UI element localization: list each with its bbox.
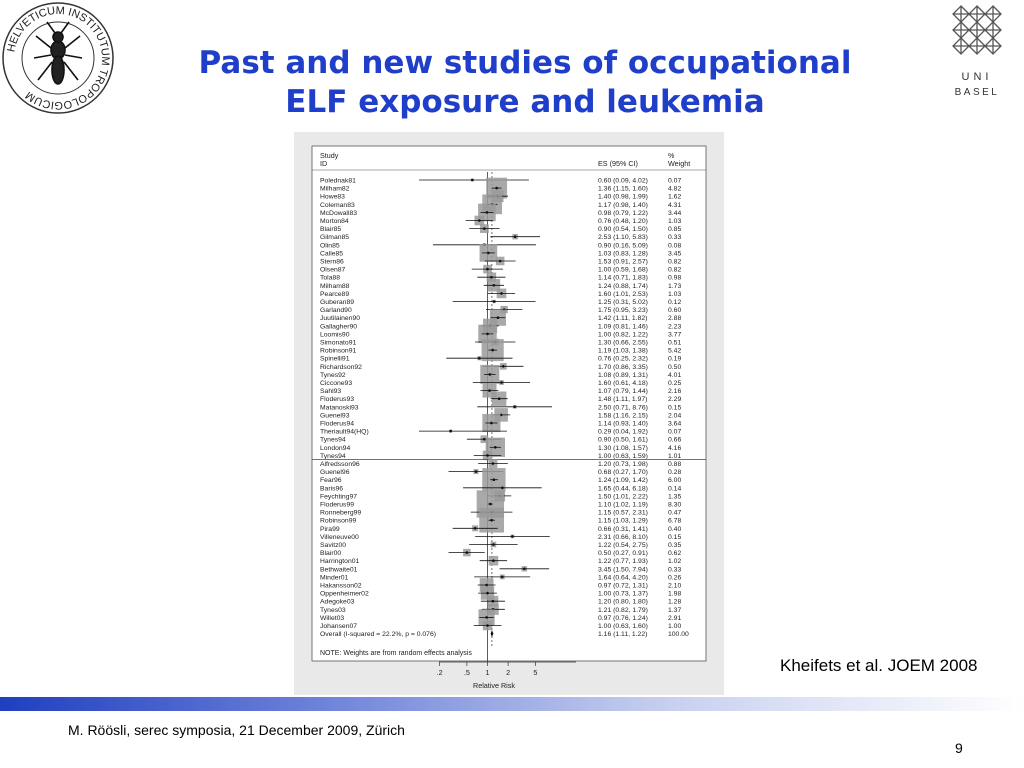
study-label: Loomis90 bbox=[320, 331, 350, 339]
weight-label: 4.01 bbox=[668, 371, 682, 379]
point-estimate bbox=[492, 600, 495, 603]
uni-basel-logo bbox=[940, 0, 1018, 108]
es-ci-label: 1.20 (0.80, 1.80) bbox=[598, 598, 648, 606]
es-ci-label: 0.97 (0.72, 1.31) bbox=[598, 582, 648, 590]
study-label: Tynes94 bbox=[320, 452, 346, 460]
es-ci-label: 0.90 (0.16, 5.09) bbox=[598, 242, 648, 250]
weight-label: 1.98 bbox=[668, 590, 682, 598]
weight-label: 2.10 bbox=[668, 582, 682, 590]
point-estimate bbox=[502, 365, 505, 368]
point-estimate bbox=[489, 503, 492, 506]
es-ci-label: 0.66 (0.31, 1.41) bbox=[598, 525, 648, 533]
point-estimate bbox=[487, 252, 490, 255]
es-ci-label: 1.09 (0.81, 1.46) bbox=[598, 323, 648, 331]
point-estimate bbox=[500, 381, 503, 384]
weight-label: 3.77 bbox=[668, 331, 682, 339]
point-estimate bbox=[486, 624, 489, 627]
es-ci-label: 0.97 (0.76, 1.24) bbox=[598, 614, 648, 622]
es-ci-label: 1.07 (0.79, 1.44) bbox=[598, 388, 648, 396]
weight-label: 5.42 bbox=[668, 347, 682, 355]
study-label: Howe83 bbox=[320, 193, 345, 201]
weights-note: NOTE: Weights are from random effects analysis bbox=[320, 650, 472, 657]
study-label: Simonato91 bbox=[320, 339, 357, 347]
point-estimate bbox=[449, 430, 452, 433]
es-ci-label: 1.00 (0.63, 1.60) bbox=[598, 623, 648, 630]
es-ci-label: 1.48 (1.11, 1.97) bbox=[598, 396, 648, 404]
point-estimate bbox=[478, 219, 481, 222]
study-label: Tynes92 bbox=[320, 371, 346, 379]
study-label: Baris96 bbox=[320, 485, 344, 493]
point-estimate bbox=[493, 284, 496, 287]
basel-text: BASEL bbox=[954, 87, 1000, 98]
study-label: Bethwaite01 bbox=[320, 566, 358, 574]
study-label: Floderus94 bbox=[320, 420, 355, 428]
point-estimate bbox=[523, 568, 526, 571]
weight-label: 1.35 bbox=[668, 493, 682, 501]
study-label: Stern86 bbox=[320, 258, 344, 266]
es-ci-label: 1.30 (0.66, 2.55) bbox=[598, 339, 648, 347]
footer-gradient-bar bbox=[0, 697, 1024, 711]
es-ci-label: 1.75 (0.95, 3.23) bbox=[598, 307, 648, 315]
weight-label: 3.44 bbox=[668, 209, 682, 217]
point-estimate bbox=[488, 389, 491, 392]
study-label: London94 bbox=[320, 444, 351, 452]
point-estimate bbox=[491, 349, 494, 352]
header-id: ID bbox=[320, 159, 328, 168]
study-label: Olsen87 bbox=[320, 266, 346, 274]
es-ci-label: 1.30 (1.08, 1.57) bbox=[598, 444, 648, 452]
point-estimate bbox=[493, 478, 496, 481]
study-label: Feychting97 bbox=[320, 493, 358, 501]
es-ci-label: 1.40 (0.98, 1.99) bbox=[598, 193, 648, 201]
forest-plot-figure bbox=[294, 132, 724, 695]
point-estimate bbox=[486, 454, 489, 457]
point-estimate bbox=[493, 300, 496, 303]
weight-label: 1.01 bbox=[668, 452, 682, 460]
weight-label: 4.82 bbox=[668, 185, 682, 193]
study-label: Alfredsson96 bbox=[320, 461, 360, 468]
point-estimate bbox=[486, 592, 489, 595]
study-label: Blair00 bbox=[320, 550, 342, 558]
study-label: Fear96 bbox=[320, 477, 342, 485]
study-label: Villeneuve00 bbox=[320, 533, 359, 541]
point-estimate bbox=[495, 187, 498, 190]
es-ci-label: 0.50 (0.27, 0.91) bbox=[598, 550, 648, 558]
study-label: Coleman83 bbox=[320, 201, 355, 209]
weight-label: 0.15 bbox=[668, 404, 682, 412]
es-ci-label: 1.50 (1.01, 2.22) bbox=[598, 493, 648, 501]
study-label: Pira99 bbox=[320, 525, 340, 533]
es-ci-label: 1.20 (0.73, 1.98) bbox=[598, 461, 648, 468]
es-ci-label: 1.25 (0.31, 5.02) bbox=[598, 299, 648, 306]
slide-title bbox=[150, 44, 900, 122]
weight-label: 0.82 bbox=[668, 266, 682, 274]
es-ci-label: 1.00 (0.63, 1.59) bbox=[598, 452, 648, 460]
overall-label: Overall (I-squared = 22.2%, p = 0.076) bbox=[320, 631, 436, 639]
point-estimate bbox=[492, 559, 495, 562]
study-label: Tynes03 bbox=[320, 606, 346, 614]
es-ci-label: 1.10 (1.02, 1.19) bbox=[598, 501, 648, 509]
weight-label: 0.26 bbox=[668, 574, 682, 582]
es-ci-label: 0.29 (0.04, 1.92) bbox=[598, 428, 648, 436]
study-label: Milham82 bbox=[320, 185, 350, 193]
weight-label: 0.14 bbox=[668, 485, 682, 493]
point-estimate bbox=[514, 235, 517, 238]
weight-label: 4.31 bbox=[668, 201, 682, 209]
study-label: Robinson91 bbox=[320, 347, 357, 355]
point-estimate bbox=[498, 397, 501, 400]
study-label: Blair85 bbox=[320, 226, 342, 234]
study-label: Guberan89 bbox=[320, 299, 355, 306]
es-ci-label: 1.58 (1.16, 2.15) bbox=[598, 412, 648, 420]
study-label: McDowall83 bbox=[320, 209, 358, 217]
weight-label: 0.15 bbox=[668, 533, 682, 541]
point-estimate bbox=[492, 543, 495, 546]
study-label: Garland90 bbox=[320, 307, 352, 315]
es-ci-label: 2.31 (0.66, 8.10) bbox=[598, 533, 648, 541]
es-ci-label: 2.50 (0.71, 8.76) bbox=[598, 404, 648, 412]
weight-label: 2.29 bbox=[668, 396, 682, 404]
header-study: Study bbox=[320, 151, 339, 160]
study-label: Richardson92 bbox=[320, 363, 362, 371]
study-label: Adegoke03 bbox=[320, 598, 355, 606]
footer-text: M. Röösli, serec symposia, 21 December 2009, Zürich bbox=[68, 722, 405, 738]
study-label: Gilman85 bbox=[320, 234, 350, 242]
study-label: Ronneberg99 bbox=[320, 509, 362, 517]
es-ci-label: 1.36 (1.15, 1.60) bbox=[598, 185, 648, 193]
point-estimate bbox=[490, 519, 493, 522]
weight-label: 0.66 bbox=[668, 436, 682, 444]
x-axis-label: Relative Risk bbox=[473, 681, 515, 690]
weight-label: 6.78 bbox=[668, 517, 682, 525]
point-estimate bbox=[486, 211, 489, 214]
es-ci-label: 1.17 (0.98, 1.40) bbox=[598, 201, 648, 209]
weight-label: 0.82 bbox=[668, 258, 682, 266]
weight-label: 0.33 bbox=[668, 234, 682, 242]
insect-icon bbox=[34, 22, 82, 84]
es-ci-label: 0.90 (0.50, 1.61) bbox=[598, 436, 648, 444]
study-label: Oppenheimer02 bbox=[320, 590, 369, 598]
es-ci-label: 0.98 (0.79, 1.22) bbox=[598, 209, 648, 217]
x-tick-label: 2 bbox=[506, 668, 511, 677]
weight-label: 1.28 bbox=[668, 598, 682, 606]
study-label: Morton84 bbox=[320, 218, 349, 225]
weight-label: 0.40 bbox=[668, 525, 682, 533]
weight-label: 1.03 bbox=[668, 218, 682, 225]
study-label: Theriault94(HQ) bbox=[320, 428, 369, 436]
es-ci-label: 1.14 (0.93, 1.40) bbox=[598, 420, 648, 428]
weight-label: 8.30 bbox=[668, 501, 682, 509]
weight-label: 0.85 bbox=[668, 226, 682, 234]
study-label: Tola88 bbox=[320, 274, 341, 282]
study-label: Matanoski93 bbox=[320, 404, 359, 412]
es-ci-label: 1.19 (1.03, 1.38) bbox=[598, 347, 648, 355]
overall-weight-label: 100.00 bbox=[668, 631, 689, 639]
x-tick-label: 5 bbox=[533, 668, 538, 677]
header-pct: % bbox=[668, 151, 675, 160]
es-ci-label: 1.22 (0.54, 2.75) bbox=[598, 542, 648, 549]
point-estimate bbox=[501, 576, 504, 579]
x-tick-label: 1 bbox=[485, 668, 490, 677]
point-estimate bbox=[511, 535, 514, 538]
weight-label: 0.08 bbox=[668, 242, 682, 250]
header-es: ES (95% CI) bbox=[598, 159, 638, 168]
weight-label: 1.37 bbox=[668, 606, 682, 614]
weight-label: 2.91 bbox=[668, 614, 682, 622]
study-label: Tynes94 bbox=[320, 436, 346, 444]
slide-title-line1: Past and new studies of occupational bbox=[198, 45, 852, 81]
es-ci-label: 1.08 (0.89, 1.31) bbox=[598, 371, 648, 379]
es-ci-label: 1.15 (0.57, 2.31) bbox=[598, 509, 648, 517]
weight-label: 2.88 bbox=[668, 315, 682, 323]
es-ci-label: 1.22 (0.77, 1.93) bbox=[598, 558, 648, 566]
weight-label: 0.25 bbox=[668, 380, 682, 387]
study-label: Juutilainen90 bbox=[320, 315, 361, 323]
basel-diamond-grid-icon bbox=[953, 6, 1001, 54]
es-ci-label: 1.00 (0.73, 1.37) bbox=[598, 590, 648, 598]
es-ci-label: 1.70 (0.86, 3.35) bbox=[598, 363, 648, 371]
point-estimate bbox=[466, 551, 469, 554]
x-tick-label: .2 bbox=[436, 668, 443, 677]
study-label: Guenel96 bbox=[320, 469, 350, 477]
es-ci-label: 1.24 (0.88, 1.74) bbox=[598, 282, 648, 290]
es-ci-label: 2.53 (1.10, 5.83) bbox=[598, 234, 648, 242]
study-label: Minder01 bbox=[320, 574, 349, 582]
seal-icon bbox=[0, 0, 116, 116]
weight-label: 0.33 bbox=[668, 566, 682, 574]
point-estimate bbox=[474, 527, 477, 530]
weight-label: 1.73 bbox=[668, 282, 682, 290]
es-ci-label: 1.60 (1.01, 2.53) bbox=[598, 290, 648, 298]
es-ci-label: 1.24 (1.09, 1.42) bbox=[598, 477, 648, 485]
point-estimate bbox=[490, 422, 493, 425]
study-label: Sahl93 bbox=[320, 388, 342, 396]
study-label: Willet03 bbox=[320, 614, 345, 622]
weight-label: 2.23 bbox=[668, 323, 682, 331]
page-number: 9 bbox=[955, 740, 963, 756]
study-label: Milham88 bbox=[320, 282, 350, 290]
study-label: Spinelli91 bbox=[320, 355, 350, 363]
point-estimate bbox=[500, 292, 503, 295]
weight-label: 1.00 bbox=[668, 623, 682, 630]
uni-text: UNI bbox=[961, 71, 993, 83]
weight-label: 3.45 bbox=[668, 250, 682, 258]
point-estimate bbox=[483, 227, 486, 230]
point-estimate bbox=[497, 316, 500, 319]
point-estimate bbox=[486, 333, 489, 336]
study-label: Harrington01 bbox=[320, 558, 360, 566]
citation: Kheifets et al. JOEM 2008 bbox=[780, 656, 978, 675]
weight-label: 0.07 bbox=[668, 177, 682, 185]
es-ci-label: 1.53 (0.91, 2.57) bbox=[598, 258, 648, 266]
weight-label: 6.00 bbox=[668, 477, 682, 485]
point-estimate bbox=[485, 616, 488, 619]
es-ci-label: 1.00 (0.59, 1.68) bbox=[598, 266, 648, 274]
weight-label: 0.98 bbox=[668, 274, 682, 282]
weight-label: 0.12 bbox=[668, 299, 682, 306]
es-ci-label: 1.42 (1.11, 1.82) bbox=[598, 315, 648, 323]
weight-label: 0.35 bbox=[668, 542, 682, 549]
es-ci-label: 0.60 (0.09, 4.02) bbox=[598, 177, 648, 185]
point-estimate bbox=[494, 446, 497, 449]
es-ci-label: 0.68 (0.27, 1.70) bbox=[598, 469, 648, 477]
weight-label: 4.16 bbox=[668, 444, 682, 452]
es-ci-label: 1.64 (0.64, 4.20) bbox=[598, 574, 648, 582]
point-estimate bbox=[483, 438, 486, 441]
point-estimate bbox=[471, 179, 474, 182]
weight-label: 0.50 bbox=[668, 363, 682, 371]
study-label: Gallagher90 bbox=[320, 323, 358, 331]
study-label: Calle85 bbox=[320, 250, 344, 258]
point-estimate bbox=[492, 462, 495, 465]
weight-label: 0.62 bbox=[668, 550, 682, 558]
study-label: Guenel93 bbox=[320, 412, 350, 420]
weight-label: 0.19 bbox=[668, 355, 682, 363]
weight-label: 2.16 bbox=[668, 388, 682, 396]
es-ci-label: 1.21 (0.82, 1.79) bbox=[598, 606, 648, 614]
seal-text: HELVETICUM INSTITUTUM TROPOLOGICUM bbox=[5, 4, 112, 112]
weight-label: 1.62 bbox=[668, 193, 682, 201]
forest-plot bbox=[294, 132, 724, 695]
point-estimate bbox=[501, 487, 504, 490]
es-ci-label: 0.76 (0.25, 2.32) bbox=[598, 355, 648, 363]
weight-label: 1.03 bbox=[668, 290, 682, 298]
point-estimate bbox=[486, 268, 489, 271]
point-estimate bbox=[488, 373, 491, 376]
study-label: Pearce89 bbox=[320, 290, 350, 298]
point-estimate bbox=[490, 276, 493, 279]
slide-title-line2: ELF exposure and leukemia bbox=[285, 84, 765, 120]
point-estimate bbox=[513, 406, 516, 409]
study-label: Floderus93 bbox=[320, 396, 355, 404]
weight-label: 2.04 bbox=[668, 412, 682, 420]
es-ci-label: 1.65 (0.44, 6.18) bbox=[598, 485, 648, 493]
es-ci-label: 1.15 (1.03, 1.29) bbox=[598, 517, 648, 525]
es-ci-label: 0.76 (0.48, 1.20) bbox=[598, 218, 648, 225]
point-estimate bbox=[499, 260, 502, 263]
weight-label: 0.51 bbox=[668, 339, 682, 347]
study-label: Polednak81 bbox=[320, 177, 356, 185]
weight-label: 0.28 bbox=[668, 469, 682, 477]
study-label: Savitz00 bbox=[320, 542, 347, 549]
es-ci-label: 1.03 (0.83, 1.28) bbox=[598, 250, 648, 258]
x-tick-label: .5 bbox=[463, 668, 470, 677]
point-estimate bbox=[485, 584, 488, 587]
point-estimate bbox=[475, 470, 478, 473]
study-label: Olin85 bbox=[320, 242, 340, 250]
es-ci-label: 3.45 (1.50, 7.94) bbox=[598, 566, 648, 574]
es-ci-label: 1.14 (0.71, 1.83) bbox=[598, 274, 648, 282]
weight-label: 0.60 bbox=[668, 307, 682, 315]
study-label: Robinson99 bbox=[320, 517, 357, 525]
weight-label: 1.02 bbox=[668, 558, 682, 566]
es-ci-label: 0.90 (0.54, 1.50) bbox=[598, 226, 648, 234]
study-label: Johansen07 bbox=[320, 623, 358, 630]
es-ci-label: 1.00 (0.82, 1.22) bbox=[598, 331, 648, 339]
point-estimate bbox=[478, 357, 481, 360]
weight-label: 0.88 bbox=[668, 461, 682, 468]
es-ci-label: 1.60 (0.61, 4.18) bbox=[598, 380, 648, 387]
weight-label: 3.64 bbox=[668, 420, 682, 428]
weight-label: 0.07 bbox=[668, 428, 682, 436]
study-label: Hakansson02 bbox=[320, 582, 362, 590]
study-label: Ciccone93 bbox=[320, 380, 353, 387]
overall-es-label: 1.16 (1.11, 1.22) bbox=[598, 631, 648, 639]
study-label: Floderus99 bbox=[320, 501, 355, 509]
weight-label: 0.47 bbox=[668, 509, 682, 517]
header-weight: Weight bbox=[668, 159, 691, 168]
institute-seal-logo bbox=[0, 0, 116, 116]
